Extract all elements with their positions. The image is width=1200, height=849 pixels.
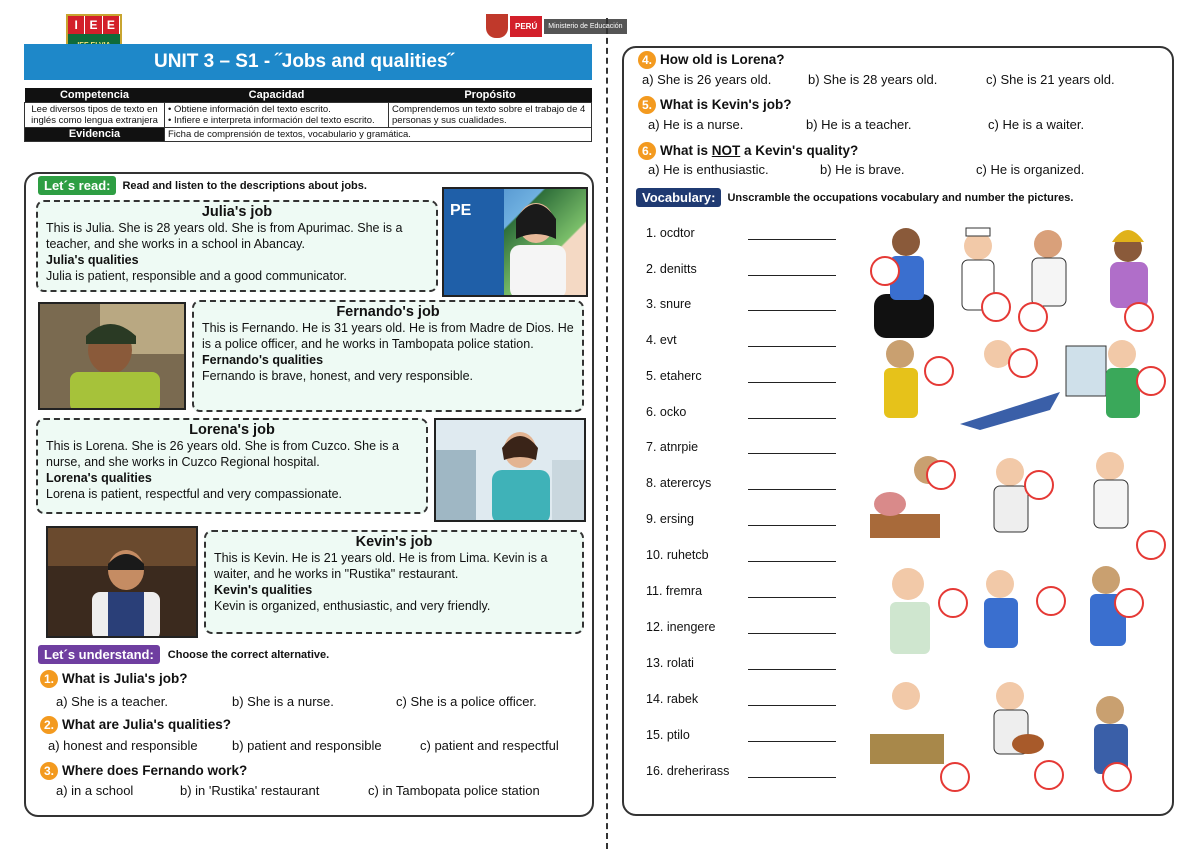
- question-number: 4.: [638, 51, 656, 69]
- vocab-word: 8. aterercys: [646, 476, 712, 490]
- answer-blank[interactable]: [748, 624, 836, 634]
- vocab-word: 3. snure: [646, 297, 692, 311]
- question-text: What is Kevin's job?: [660, 97, 792, 113]
- option[interactable]: a) He is enthusiastic.: [648, 162, 769, 177]
- answer-blank[interactable]: [748, 444, 836, 454]
- question-1: [40, 670, 187, 688]
- answer-blank[interactable]: [748, 480, 836, 490]
- answer-blank[interactable]: [748, 660, 836, 670]
- julia-qualities-label: Julia's qualities: [46, 253, 139, 267]
- number-circle[interactable]: [940, 762, 970, 792]
- painter-picture: [1094, 452, 1128, 528]
- vocab-word: 13. rolati: [646, 656, 694, 670]
- fernando-photo: [38, 302, 186, 410]
- capacidad-item: • Obtiene información del texto escrito.: [168, 104, 331, 115]
- vocab-word: 4. evt: [646, 333, 677, 347]
- number-circle[interactable]: [1102, 762, 1132, 792]
- answer-blank[interactable]: [748, 409, 836, 419]
- header-capacidad: Capacidad: [165, 88, 389, 103]
- number-circle[interactable]: [938, 588, 968, 618]
- answer-blank[interactable]: [748, 230, 836, 240]
- cook-picture: [984, 570, 1018, 648]
- chef-picture: [890, 568, 930, 654]
- option[interactable]: c) She is 21 years old.: [986, 72, 1115, 87]
- option[interactable]: a) She is 26 years old.: [642, 72, 772, 87]
- number-circle[interactable]: [924, 356, 954, 386]
- question-number: 5.: [638, 96, 656, 114]
- logo-letter: E: [85, 16, 102, 34]
- vocab-word: 9. ersing: [646, 512, 694, 526]
- kevin-qualities: Kevin is organized, enthusiastic, and very friendly.: [214, 599, 491, 613]
- answer-blank[interactable]: [748, 588, 836, 598]
- option[interactable]: b) He is brave.: [820, 162, 905, 177]
- vocab-word: 16. dreherirass: [646, 764, 730, 778]
- number-circle[interactable]: [1114, 588, 1144, 618]
- vocab-word: 12. inengere: [646, 620, 716, 634]
- option[interactable]: b) in 'Rustika' restaurant: [180, 783, 320, 798]
- option[interactable]: b) She is a nurse.: [232, 694, 334, 709]
- question-6: [638, 142, 858, 160]
- vocab-word: 10. ruhetcb: [646, 548, 709, 562]
- secretary-picture: [870, 682, 944, 764]
- logo-letter: E: [103, 16, 120, 34]
- lorena-photo: [434, 418, 586, 522]
- question-5: [638, 96, 791, 114]
- number-circle[interactable]: [1036, 586, 1066, 616]
- number-circle[interactable]: [870, 256, 900, 286]
- question-number: 2.: [40, 716, 58, 734]
- lets-understand-tag: Let´s understand:: [38, 645, 160, 664]
- julia-title: Julia's job: [201, 204, 273, 220]
- lorena-qualities: Lorena is patient, respectful and very compassionate.: [46, 487, 343, 501]
- number-circle[interactable]: [1008, 348, 1038, 378]
- option[interactable]: c) He is a waiter.: [988, 117, 1085, 132]
- number-circle[interactable]: [1018, 302, 1048, 332]
- vocab-word: 5. etaherc: [646, 369, 702, 383]
- option[interactable]: a) She is a teacher.: [56, 694, 169, 709]
- occupation-pictures: [860, 214, 1170, 810]
- julia-card: [36, 200, 438, 292]
- question-text: What are Julia's qualities?: [62, 717, 232, 733]
- singer-picture: [884, 340, 918, 418]
- number-circle[interactable]: [981, 292, 1011, 322]
- option[interactable]: c) He is organized.: [976, 162, 1085, 177]
- read-heading: [38, 176, 367, 195]
- dentist-picture: [1032, 230, 1066, 306]
- vocab-word: 6. ocko: [646, 405, 687, 419]
- read-instruction: Read and listen to the descriptions about jobs.: [122, 179, 367, 192]
- question-text-post: a Kevin's quality?: [740, 143, 859, 159]
- answer-blank[interactable]: [748, 516, 836, 526]
- number-circle[interactable]: [926, 460, 956, 490]
- vocab-word: 14. rabek: [646, 692, 699, 706]
- julia-photo: [442, 187, 588, 297]
- fernando-qualities-label: Fernando's qualities: [202, 353, 324, 367]
- answer-blank[interactable]: [748, 266, 836, 276]
- number-circle[interactable]: [1024, 470, 1054, 500]
- question-text-pre: What is: [660, 143, 712, 159]
- logo-letter: I: [68, 16, 85, 34]
- answer-blank[interactable]: [748, 768, 836, 778]
- competency-table: [24, 88, 592, 142]
- option[interactable]: c) She is a police officer.: [396, 694, 537, 709]
- answer-blank[interactable]: [748, 301, 836, 311]
- capacidad-item: • Infiere e interpreta información del texto escrito.: [168, 115, 375, 126]
- question-2: [40, 716, 231, 734]
- vocab-word: 11. fremra: [646, 584, 703, 598]
- vocab-word: 1. ocdtor: [646, 226, 695, 240]
- fernando-text: This is Fernando. He is 31 years old. He is from Madre de Dios. He is a police officer, and he works in Tambopata police station.: [202, 321, 574, 351]
- header-competencia: Competencia: [25, 88, 165, 103]
- question-text: How old is Lorena?: [660, 52, 785, 68]
- number-circle[interactable]: [1136, 366, 1166, 396]
- understand-heading: [38, 645, 329, 664]
- question-4: [638, 51, 785, 69]
- vocab-word: 15. ptilo: [646, 728, 690, 742]
- answer-blank[interactable]: [748, 373, 836, 383]
- proposito-cell: Comprendemos un texto sobre el trabajo de 4 personas y sus cualidades.: [389, 103, 592, 128]
- understand-instruction: Choose the correct alternative.: [167, 648, 330, 661]
- option[interactable]: b) He is a teacher.: [806, 117, 912, 132]
- question-number: 6.: [638, 142, 656, 160]
- kevin-card: [204, 530, 584, 634]
- number-circle[interactable]: [1124, 302, 1154, 332]
- lorena-title: Lorena's job: [189, 422, 275, 438]
- evidencia-cell: Ficha de comprensión de textos, vocabulario y gramática.: [165, 128, 592, 142]
- answer-blank[interactable]: [748, 552, 836, 562]
- vocabulary-heading: [636, 188, 1073, 207]
- julia-qualities: Julia is patient, responsible and a good communicator.: [46, 269, 347, 283]
- lorena-card: [36, 418, 428, 514]
- competencia-cell: Lee diversos tipos de texto en inglés como lengua extranjera: [25, 103, 165, 128]
- option[interactable]: b) patient and responsible: [232, 738, 382, 753]
- teacher-picture: [1110, 230, 1148, 308]
- fernando-qualities: Fernando is brave, honest, and very responsible.: [202, 369, 473, 383]
- number-circle[interactable]: [1034, 760, 1064, 790]
- evidencia-label: Evidencia: [25, 128, 165, 142]
- capacidad-cell: [165, 103, 389, 128]
- lorena-qualities-label: Lorena's qualities: [46, 471, 152, 485]
- fernando-title: Fernando's job: [336, 304, 440, 320]
- vocab-word: 2. denitts: [646, 262, 697, 276]
- engineer-picture: [1066, 340, 1140, 418]
- fernando-card: [192, 300, 584, 412]
- option[interactable]: a) honest and responsible: [48, 738, 198, 753]
- question-text: Where does Fernando work?: [62, 763, 248, 779]
- answer-blank[interactable]: [748, 732, 836, 742]
- kevin-text: This is Kevin. He is 21 years old. He is from Lima. Kevin is a waiter, and he works in "Rustika" restaurant.: [214, 551, 548, 581]
- question-3: [40, 762, 247, 780]
- vocabulary-tag: Vocabulary:: [636, 188, 721, 207]
- vocab-word: 7. atnrpie: [646, 440, 699, 454]
- ministry-label: Ministerio de Educación: [544, 19, 626, 34]
- peru-shield-icon: [486, 14, 508, 38]
- peru-label: PERÚ: [510, 16, 542, 37]
- option[interactable]: c) patient and respectful: [420, 738, 559, 753]
- vocabulary-instruction: Unscramble the occupations vocabulary and number the pictures.: [727, 191, 1074, 204]
- kevin-qualities-label: Kevin's qualities: [214, 583, 313, 597]
- hairdresser-picture: [994, 682, 1044, 754]
- option[interactable]: a) He is a nurse.: [648, 117, 744, 132]
- option[interactable]: a) in a school: [56, 783, 134, 798]
- answer-blank[interactable]: [748, 337, 836, 347]
- lets-read-tag: Let´s read:: [38, 176, 116, 195]
- question-text: What is Julia's job?: [62, 671, 188, 687]
- kevin-photo: [46, 526, 198, 638]
- kevin-title: Kevin's job: [355, 534, 433, 550]
- answer-blank[interactable]: [748, 696, 836, 706]
- page-title: UNIT 3 – S1 - ˝Jobs and qualities˝: [24, 44, 592, 80]
- lorena-text: This is Lorena. She is 26 years old. She is from Cuzco. She is a nurse, and she works in Cuzco Regional hospital.: [46, 439, 399, 469]
- question-number: 3.: [40, 762, 58, 780]
- julia-text: This is Julia. She is 28 years old. She is from Apurimac. She is a teacher, and she works in a school in Abancay.: [46, 221, 403, 251]
- option[interactable]: c) in Tambopata police station: [368, 783, 540, 798]
- question-number: 1.: [40, 670, 58, 688]
- page-divider: [606, 18, 608, 849]
- dentist-picture: [994, 458, 1028, 532]
- photo-text: PE: [450, 202, 472, 219]
- option[interactable]: b) She is 28 years old.: [808, 72, 938, 87]
- header-proposito: Propósito: [389, 88, 592, 103]
- question-text-not: NOT: [711, 143, 741, 159]
- number-circle[interactable]: [1136, 530, 1166, 560]
